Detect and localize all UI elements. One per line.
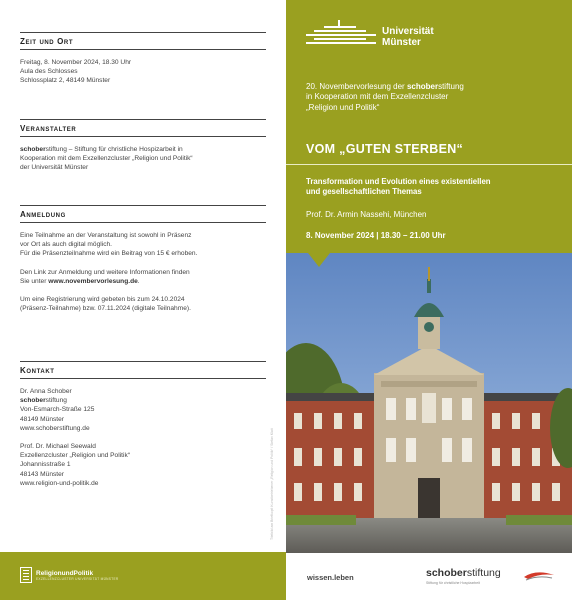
section-registration <box>20 205 266 322</box>
section-heading: Zeit und Ort <box>20 32 266 50</box>
lecture-title: VOM „GUTEN STERBEN“ <box>306 142 464 156</box>
schoberstiftung-tagline: Stiftung für christliche Hospizarbeit <box>426 581 480 585</box>
registration-link[interactable]: www.novembervorlesung.de <box>48 277 138 285</box>
speaker: Prof. Dr. Armin Nassehi, München <box>306 210 427 219</box>
event-datetime: Freitag, 8. November 2024, 18.30 Uhr <box>20 59 132 66</box>
divider <box>286 164 572 165</box>
castle-photo <box>286 253 572 553</box>
organizer-line: der Universität Münster <box>20 164 89 172</box>
right-panel <box>286 0 572 600</box>
section-contact <box>20 361 266 497</box>
contact-block: Prof. Dr. Michael Seewald Exzellenzcluster „Religion und Politik“ Johannisstraße 1 48143 Münster www.religion-und-politik.de <box>20 442 266 488</box>
left-footer <box>0 552 286 600</box>
section-time-place <box>20 32 266 86</box>
registration-paragraph: Eine Teilnahme an der Veranstaltung ist sowohl in Präsenz vor Ort als auch digital möglich. Für die Präsenzteilnahme wird ein Beitrag von 15 € erhoben. <box>20 232 198 258</box>
pointer-triangle <box>308 253 330 267</box>
section-heading: Kontakt <box>20 361 266 379</box>
event-address: Schlossplatz 2, 48149 Münster <box>20 77 111 85</box>
organizer-line: schoberstiftung – Stiftung für christliche Hospizarbeit in <box>20 146 183 153</box>
religion-politik-logo: ReligionundPolitik EXZELLENZCLUSTER UNIVERSITÄT MÜNSTER <box>20 567 118 583</box>
section-heading: Veranstalter <box>20 119 266 137</box>
section-heading: Anmeldung <box>20 205 266 223</box>
intro-text: 20. Novembervorlesung der schoberstiftung in Kooperation mit dem Exzellenzcluster „Religion und Politik“ <box>306 82 464 112</box>
registration-link-paragraph: Den Link zur Anmeldung und weitere Informationen finden Sie unter www.novembervorlesung.de. <box>20 268 190 285</box>
registration-deadline: Um eine Registrierung wird gebeten bis zum 24.10.2024 (Präsenz-Teilnahme) bzw. 07.11.2024 (digitale Teilnahme). <box>20 296 191 313</box>
contact-web-link[interactable]: www.religion-und-politik.de <box>20 479 99 487</box>
wissen-leben-logo: wissen.leben <box>307 573 354 582</box>
book-icon <box>20 567 32 583</box>
event-date: 8. November 2024 | 18.30 – 21.00 Uhr <box>306 231 446 240</box>
event-venue: Aula des Schlosses <box>20 68 78 76</box>
title-block <box>286 0 572 253</box>
lecture-subtitle: Transformation und Evolution eines existentiellen und gesellschaftlichen Themas <box>306 177 491 197</box>
right-footer <box>286 553 572 600</box>
section-organizer <box>20 119 266 173</box>
university-name: Universität Münster <box>382 26 434 48</box>
organizer-line: Kooperation mit dem Exzellenzcluster „Religion und Politik“ <box>20 155 193 163</box>
schloss-image <box>286 253 572 553</box>
contact-block: Dr. Anna Schober schoberstiftung Von-Esmarch-Straße 125 48149 Münster www.schoberstiftung.de <box>20 387 266 433</box>
photo-credit: Titelbild am Briefkopf: Kunstbetriebener „Religion und Politik“ / Stefan Klatt <box>270 428 274 540</box>
contact-web-link[interactable]: www.schoberstiftung.de <box>20 424 90 432</box>
swoosh-icon <box>522 567 556 583</box>
schoberstiftung-logo: schoberstiftung <box>426 567 501 579</box>
university-logo <box>306 14 456 54</box>
